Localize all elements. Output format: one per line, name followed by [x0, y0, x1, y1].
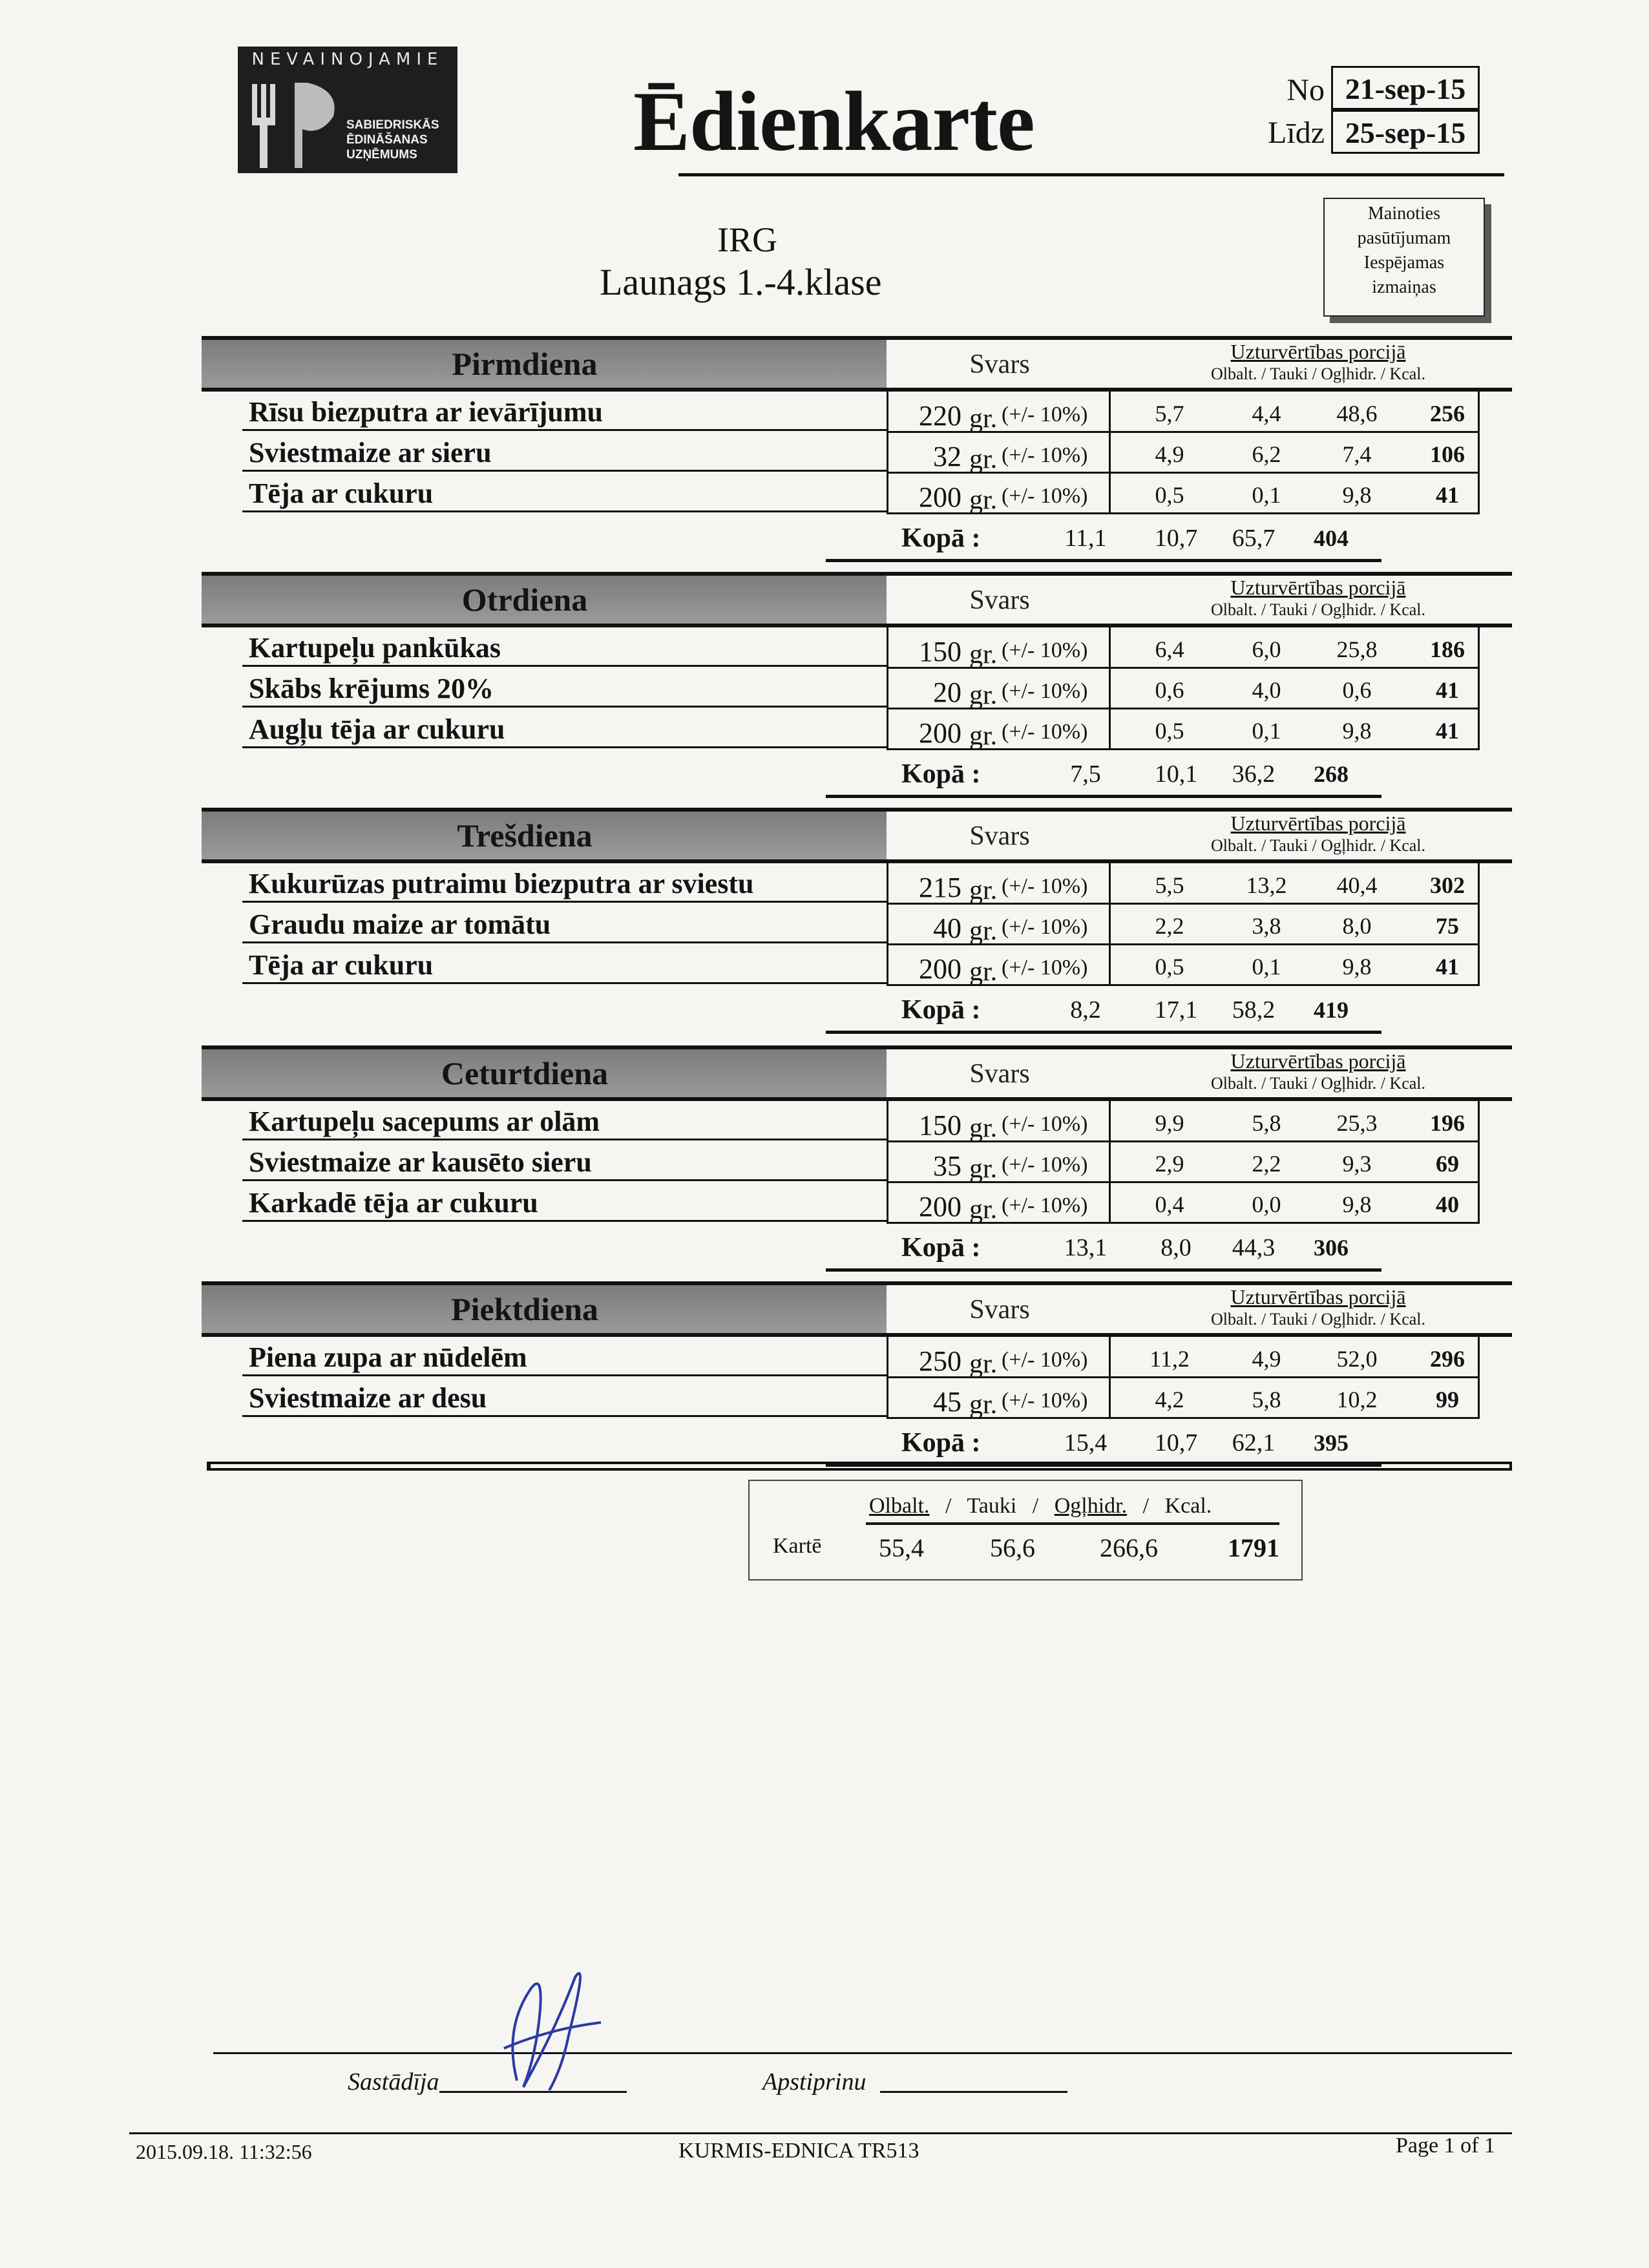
- dish-weight: 200: [919, 717, 961, 749]
- total-protein: 15,4: [1064, 1429, 1108, 1456]
- dish-weight: 200: [919, 953, 961, 985]
- kcal-value: 41: [1436, 718, 1459, 744]
- dish-weight: 250: [919, 1345, 961, 1377]
- dish-underline: [242, 510, 887, 512]
- weight-unit: gr.: [969, 680, 998, 710]
- weight-unit: gr.: [969, 1195, 998, 1224]
- fat-value: 5,8: [1252, 1387, 1281, 1412]
- notice-line-2: pasūtījumam: [1357, 228, 1451, 248]
- weight-tolerance: (+/- 10%): [1002, 1193, 1088, 1217]
- fat-value: 4,0: [1252, 677, 1281, 703]
- total-kcal: 268: [1314, 761, 1349, 787]
- protein-value: 0,5: [1155, 954, 1184, 980]
- weight-tolerance: (+/- 10%): [1002, 720, 1088, 744]
- weight-column-header: Svars: [969, 585, 1030, 615]
- dish-weight: 35: [933, 1150, 961, 1182]
- nutrition-subheader: Olbalt. / Tauki / Ogļhidr. / Kcal.: [1210, 836, 1426, 855]
- fat-value: 4,9: [1252, 1346, 1281, 1372]
- total-kcal: 395: [1314, 1430, 1349, 1456]
- protein-value: 9,9: [1155, 1110, 1184, 1136]
- dish-name: Tēja ar cukuru: [249, 949, 434, 981]
- kcal-value: 196: [1430, 1110, 1465, 1136]
- weight-unit: gr.: [969, 876, 998, 905]
- protein-value: 2,2: [1155, 913, 1184, 939]
- dish-name: Kartupeļu pankūkas: [249, 632, 501, 664]
- weight-unit: gr.: [969, 404, 998, 434]
- kcal-value: 40: [1436, 1192, 1459, 1217]
- day-header-bottom-rule: [887, 1333, 1512, 1337]
- fat-value: 13,2: [1246, 872, 1287, 898]
- dish-name: Kukurūzas putraimu biezputra ar sviestu: [249, 868, 754, 899]
- dish-weight: 45: [933, 1386, 961, 1418]
- day-total-label: Kopā :: [901, 759, 981, 789]
- total-protein: 11,1: [1064, 525, 1107, 552]
- dish-underline: [242, 1179, 887, 1181]
- total-fat: 17,1: [1154, 996, 1198, 1024]
- dish-name: Sviestmaize ar sieru: [249, 437, 492, 468]
- total-carb: 36,2: [1232, 761, 1276, 788]
- carb-value: 9,3: [1342, 1151, 1372, 1177]
- weight-tolerance: (+/- 10%): [1002, 1153, 1088, 1177]
- fat-value: 2,2: [1252, 1151, 1281, 1177]
- day-header-bottom-rule: [887, 859, 1512, 863]
- carb-value: 9,8: [1342, 482, 1372, 508]
- day-total-rule: [826, 795, 1381, 798]
- total-carb: 65,7: [1232, 525, 1276, 552]
- dish-weight: 20: [933, 677, 961, 708]
- date-from-value: 21-sep-15: [1331, 66, 1480, 110]
- nutrition-subheader: Olbalt. / Tauki / Ogļhidr. / Kcal.: [1210, 1310, 1426, 1328]
- protein-value: 0,4: [1155, 1192, 1184, 1217]
- logo-name: [346, 118, 457, 162]
- total-carb: 62,1: [1232, 1429, 1276, 1456]
- protein-value: 11,2: [1150, 1346, 1190, 1372]
- fat-value: 4,4: [1252, 401, 1281, 426]
- weight-unit: gr.: [969, 1349, 998, 1379]
- kcal-value: 41: [1436, 482, 1459, 508]
- total-fat: 10,7: [1154, 525, 1198, 552]
- dish-underline: [242, 665, 887, 667]
- print-timestamp: 2015.09.18. 11:32:56: [136, 2140, 312, 2163]
- kcal-value: 99: [1436, 1387, 1459, 1412]
- protein-value: 5,5: [1155, 872, 1184, 898]
- dish-name: Tēja ar cukuru: [249, 478, 434, 509]
- kcal-value: 302: [1430, 872, 1465, 898]
- change-notice: [1323, 198, 1485, 317]
- summary-kcal-header: Kcal.: [1164, 1494, 1212, 1518]
- group-code: IRG: [717, 220, 777, 259]
- total-fat: 10,7: [1154, 1429, 1198, 1456]
- dish-underline: [242, 982, 887, 984]
- weight-unit: gr.: [969, 916, 998, 946]
- carb-value: 48,6: [1336, 401, 1378, 426]
- day-header-piektdiena: [202, 1281, 887, 1337]
- kcal-value: 41: [1436, 954, 1459, 980]
- logo-top-text: NEVAINOJAMIE: [251, 50, 444, 69]
- day-name: Ceturtdiena: [441, 1055, 609, 1091]
- nutrition-column-header: Uzturvērtības porcijā: [1230, 812, 1406, 835]
- carb-value: 0,6: [1342, 677, 1372, 703]
- protein-value: 0,5: [1155, 718, 1184, 744]
- table-mid-border: [1109, 863, 1111, 985]
- meal-group: Launags 1.-4.klase: [600, 261, 882, 303]
- fat-value: 0,0: [1252, 1192, 1281, 1217]
- protein-value: 6,4: [1155, 636, 1184, 662]
- day-header-pirmdiena: [202, 336, 887, 392]
- page-title: Ēdienkarte: [633, 74, 1035, 169]
- dish-weight: 200: [919, 481, 961, 513]
- protein-value: 2,9: [1155, 1151, 1184, 1177]
- day-total-label: Kopā :: [901, 1233, 981, 1263]
- carb-value: 52,0: [1336, 1346, 1378, 1372]
- dish-name: Skābs krējums 20%: [249, 673, 494, 704]
- notice-line-3: Iespējamas: [1363, 253, 1445, 273]
- footer-rule: [129, 2132, 1512, 2134]
- weight-tolerance: (+/- 10%): [1002, 915, 1088, 939]
- total-protein: 8,2: [1070, 996, 1101, 1024]
- fat-value: 0,1: [1252, 954, 1281, 980]
- dish-weight: 32: [933, 441, 961, 472]
- weight-tolerance: (+/- 10%): [1002, 956, 1088, 980]
- notice-line-4: izmaiņas: [1372, 277, 1436, 297]
- carb-value: 9,8: [1342, 1192, 1372, 1217]
- summary-rule: [866, 1522, 1279, 1525]
- kcal-value: 41: [1436, 677, 1459, 703]
- approved-label: Apstiprinu: [762, 2068, 867, 2095]
- day-total-rule: [826, 559, 1381, 562]
- carb-value: 7,4: [1342, 441, 1372, 467]
- total-kcal: 404: [1314, 525, 1349, 551]
- approved-line: [880, 2091, 1067, 2093]
- day-header-bottom-rule: [887, 624, 1512, 627]
- nutrition-subheader: Olbalt. / Tauki / Ogļhidr. / Kcal.: [1210, 600, 1426, 619]
- protein-value: 4,2: [1155, 1387, 1184, 1412]
- total-fat: 8,0: [1161, 1234, 1192, 1261]
- carb-value: 8,0: [1342, 913, 1372, 939]
- nutrition-subheader: Olbalt. / Tauki / Ogļhidr. / Kcal.: [1210, 1074, 1426, 1093]
- system-id: KURMIS-EDNICA TR513: [678, 2139, 919, 2163]
- dish-weight: 150: [919, 636, 961, 667]
- summary-sep-3: /: [1142, 1494, 1150, 1518]
- dish-underline: [242, 1415, 887, 1417]
- day-header-ceturtdiena: [202, 1045, 887, 1101]
- weight-tolerance: (+/- 10%): [1002, 1348, 1088, 1372]
- day-header-trešdiena: [202, 808, 887, 863]
- total-protein: 13,1: [1064, 1234, 1108, 1261]
- fork-knife-icon: [243, 78, 346, 171]
- carb-value: 25,3: [1336, 1110, 1378, 1136]
- summary-fat-header: Tauki: [967, 1494, 1017, 1518]
- weight-tolerance: (+/- 10%): [1002, 1389, 1088, 1412]
- notice-line-1: Mainoties: [1368, 204, 1440, 224]
- weight-tolerance: (+/- 10%): [1002, 484, 1088, 508]
- nutrition-column-header: Uzturvērtības porcijā: [1230, 1049, 1406, 1073]
- weight-column-header: Svars: [969, 1059, 1030, 1089]
- day-total-rule: [826, 1031, 1381, 1034]
- summary-sep-2: /: [1032, 1494, 1039, 1518]
- total-protein: 7,5: [1070, 761, 1101, 788]
- weight-unit: gr.: [969, 445, 998, 474]
- day-total-rule: [826, 1268, 1381, 1272]
- day-name: Piektdiena: [451, 1291, 598, 1327]
- total-carb: 58,2: [1232, 996, 1276, 1024]
- fat-value: 6,0: [1252, 636, 1281, 662]
- fat-value: 6,2: [1252, 441, 1281, 467]
- weight-unit: gr.: [969, 1113, 998, 1143]
- date-to-value: 25-sep-15: [1331, 110, 1480, 154]
- summary-protein-header: Olbalt.: [869, 1494, 930, 1518]
- nutrition-column-header: Uzturvērtības porcijā: [1230, 1285, 1406, 1308]
- dish-underline: [242, 1139, 887, 1140]
- summary-protein: 55,4: [879, 1533, 924, 1562]
- dish-underline: [242, 746, 887, 748]
- dish-underline: [242, 1220, 887, 1222]
- signature-rule: [213, 2052, 1512, 2054]
- weight-column-header: Svars: [969, 350, 1030, 379]
- dish-name: Karkadē tēja ar cukuru: [249, 1187, 538, 1219]
- kcal-value: 186: [1430, 636, 1465, 662]
- weight-tolerance: (+/- 10%): [1002, 403, 1088, 426]
- summary-carb: 266,6: [1100, 1533, 1158, 1562]
- weight-unit: gr.: [969, 721, 998, 751]
- carb-value: 9,8: [1342, 718, 1372, 744]
- day-total-label: Kopā :: [901, 1428, 981, 1458]
- signature: [478, 1951, 620, 2100]
- dish-weight: 150: [919, 1109, 961, 1141]
- fat-value: 0,1: [1252, 718, 1281, 744]
- nutrition-column-header: Uzturvērtības porcijā: [1230, 340, 1406, 363]
- total-kcal: 306: [1314, 1235, 1349, 1261]
- day-header-bottom-rule: [887, 388, 1512, 392]
- weight-unit: gr.: [969, 1154, 998, 1184]
- table-mid-border: [1109, 392, 1111, 514]
- weight-unit: gr.: [969, 640, 998, 669]
- summary-sep-1: /: [945, 1494, 952, 1518]
- dish-name: Augļu tēja ar cukuru: [249, 713, 505, 745]
- dish-name: Piena zupa ar nūdelēm: [249, 1341, 527, 1373]
- dish-underline: [242, 941, 887, 943]
- summary-header: [869, 1494, 1283, 1518]
- page-number: Page 1 of 1: [1396, 2134, 1495, 2158]
- day-total-label: Kopā :: [901, 995, 981, 1025]
- dish-weight: 215: [919, 872, 961, 903]
- weight-tolerance: (+/- 10%): [1002, 1112, 1088, 1136]
- dish-underline: [242, 706, 887, 708]
- dish-underline: [242, 901, 887, 903]
- day-total-label: Kopā :: [901, 523, 981, 553]
- kcal-value: 256: [1430, 401, 1465, 426]
- dish-weight: 200: [919, 1191, 961, 1223]
- dish-name: Graudu maize ar tomātu: [249, 908, 551, 940]
- date-from-label: No: [1287, 73, 1325, 107]
- dish-weight: 40: [933, 912, 961, 944]
- weight-unit: gr.: [969, 957, 998, 987]
- company-logo: [238, 47, 457, 173]
- total-kcal: 419: [1314, 997, 1349, 1023]
- protein-value: 4,9: [1155, 441, 1184, 467]
- header-rule: [678, 173, 1504, 176]
- kcal-value: 296: [1430, 1346, 1465, 1372]
- weekly-summary: [748, 1480, 1303, 1580]
- weight-unit: gr.: [969, 485, 998, 515]
- table-mid-border: [1109, 627, 1111, 750]
- weight-column-header: Svars: [969, 1295, 1030, 1325]
- nutrition-column-header: Uzturvērtības porcijā: [1230, 576, 1406, 599]
- carb-value: 40,4: [1336, 872, 1378, 898]
- kcal-value: 69: [1436, 1151, 1459, 1177]
- fat-value: 3,8: [1252, 913, 1281, 939]
- protein-value: 5,7: [1155, 401, 1184, 426]
- date-to-label: Līdz: [1268, 116, 1325, 150]
- day-name: Trešdiena: [457, 817, 593, 854]
- day-name: Pirmdiena: [452, 346, 598, 382]
- kcal-value: 106: [1430, 441, 1465, 467]
- weight-unit: gr.: [969, 1390, 998, 1420]
- dish-underline: [242, 470, 887, 472]
- weight-tolerance: (+/- 10%): [1002, 679, 1088, 703]
- kcal-value: 75: [1436, 913, 1459, 939]
- day-header-otrdiena: [202, 572, 887, 627]
- menu-end-rule: [207, 1462, 1512, 1471]
- weight-tolerance: (+/- 10%): [1002, 443, 1088, 467]
- weight-tolerance: (+/- 10%): [1002, 874, 1088, 898]
- dish-weight: 220: [919, 400, 961, 432]
- fat-value: 5,8: [1252, 1110, 1281, 1136]
- logo-line-2: ĒDINĀŠANAS: [346, 133, 428, 147]
- protein-value: 0,5: [1155, 482, 1184, 508]
- carb-value: 10,2: [1336, 1387, 1378, 1412]
- compiled-by-label: Sastādīja: [348, 2068, 439, 2095]
- day-header-bottom-rule: [887, 1097, 1512, 1101]
- nutrition-subheader: Olbalt. / Tauki / Ogļhidr. / Kcal.: [1210, 364, 1426, 383]
- summary-fat: 56,6: [990, 1533, 1035, 1562]
- day-name: Otrdiena: [461, 582, 588, 618]
- dish-name: Sviestmaize ar desu: [249, 1382, 487, 1414]
- dish-name: Rīsu biezputra ar ievārījumu: [249, 396, 603, 428]
- summary-row-label: Kartē: [773, 1534, 822, 1558]
- summary-carb-header: Ogļhidr.: [1054, 1494, 1128, 1518]
- dish-underline: [242, 429, 887, 431]
- logo-line-1: SABIEDRISKĀS: [346, 118, 439, 132]
- carb-value: 25,8: [1336, 636, 1378, 662]
- total-fat: 10,1: [1154, 761, 1198, 788]
- dish-name: Sviestmaize ar kausēto sieru: [249, 1146, 592, 1178]
- weight-tolerance: (+/- 10%): [1002, 638, 1088, 662]
- total-carb: 44,3: [1232, 1234, 1276, 1261]
- carb-value: 9,8: [1342, 954, 1372, 980]
- dish-underline: [242, 1374, 887, 1376]
- logo-line-3: UZŅĒMUMS: [346, 148, 417, 162]
- fat-value: 0,1: [1252, 482, 1281, 508]
- protein-value: 0,6: [1155, 677, 1184, 703]
- summary-kcal: 1791: [1228, 1533, 1279, 1562]
- table-mid-border: [1109, 1101, 1111, 1223]
- weight-column-header: Svars: [969, 821, 1030, 851]
- dish-name: Kartupeļu sacepums ar olām: [249, 1106, 600, 1137]
